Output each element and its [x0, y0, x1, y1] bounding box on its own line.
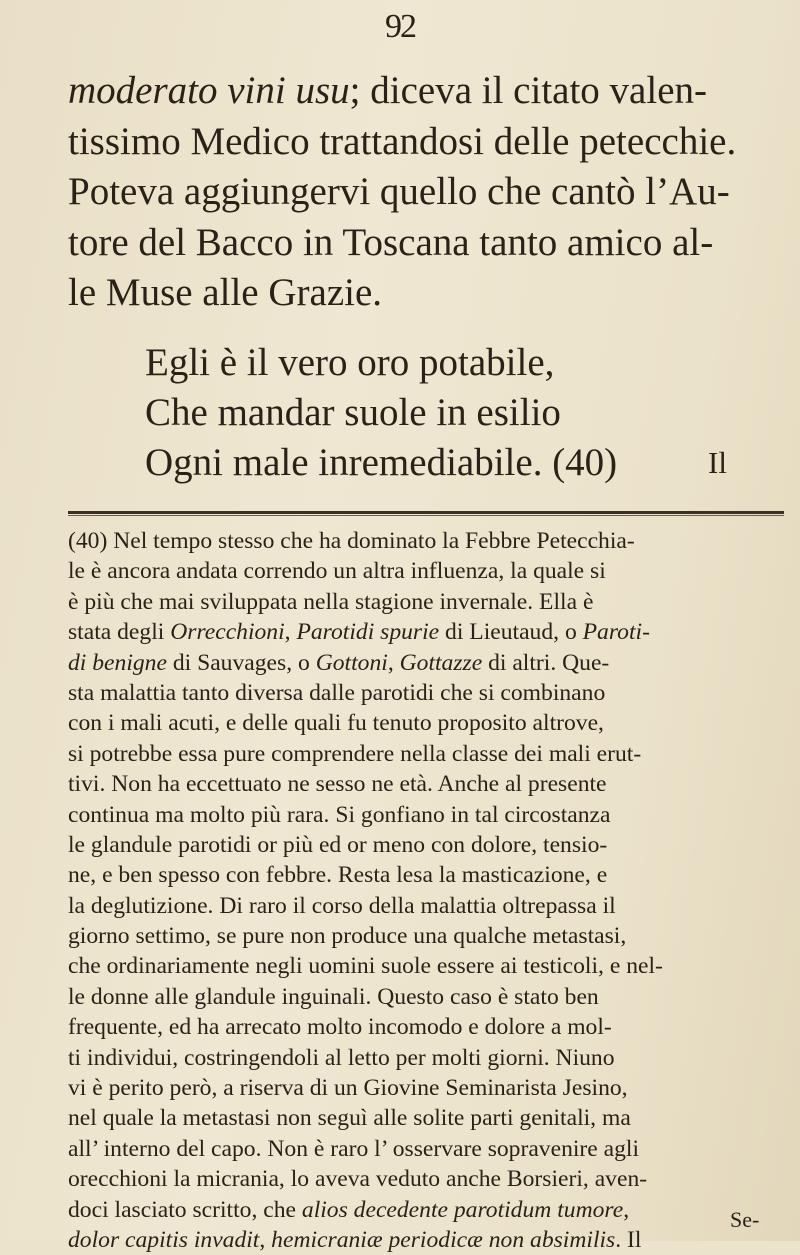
text-run: frequente, ed ha arrecato molto incomodo e dolore a mol- — [68, 1014, 612, 1041]
text-run: sta malattia tanto diversa dalle parotidi che si combinano — [68, 679, 606, 706]
text-run: (40) Nel tempo stesso che ha dominato la Febbre Petecchia- — [68, 528, 635, 554]
text-run: che ordinariamente negli uomini suole essere ai testicoli, e nel- — [68, 953, 663, 980]
footnote-line — [68, 1134, 784, 1164]
text-run: ; diceva il citato valen- — [349, 69, 707, 112]
text-run: di Sauvages, o — [166, 649, 316, 676]
italic-phrase: di benigne — [68, 649, 167, 676]
main-text-line — [68, 268, 778, 319]
main-text-line — [68, 117, 778, 168]
text-run: le è ancora andata correndo un altra influenza, la quale si — [68, 558, 606, 585]
text-run: la deglutizione. Di raro il corso della malattia oltrepassa il — [68, 892, 616, 919]
italic-phrase: alios decedente parotidum tumore — [301, 1196, 624, 1223]
main-text-line — [68, 218, 778, 269]
footnote-line — [68, 708, 784, 738]
footnote-line — [68, 1164, 784, 1194]
main-text-line — [68, 167, 778, 218]
footnote-line — [68, 1073, 784, 1103]
footnote-line — [68, 891, 784, 921]
footnote-line — [68, 739, 784, 769]
footnote-line — [68, 921, 784, 951]
text-run: tivi. Non ha eccettuato ne sesso ne età. Anche al presente — [68, 771, 607, 798]
italic-phrase: hemicraniæ periodicæ non absimilis — [271, 1226, 616, 1253]
footnote-catchword: Se- — [730, 1207, 760, 1232]
text-run: continua ma molto più rara. Si gonfiano in tal circostanza — [68, 801, 611, 828]
text-run: è più che mai sviluppata nella stagione invernale. Ella è — [68, 588, 594, 615]
text-run: con i mali acuti, e delle quali fu tenuto proposito altrove, — [68, 710, 604, 737]
verse-line: Ogni male inremediabile. (40) — [145, 441, 618, 484]
page-number: 92 — [385, 8, 415, 45]
footnote-rule-thin — [68, 515, 784, 516]
footnote-line — [68, 800, 784, 830]
footnote-rule — [68, 511, 784, 514]
footnote — [68, 526, 784, 1255]
text-run: doci lasciato scritto, che — [68, 1196, 302, 1223]
footnote-line — [68, 1103, 784, 1133]
footnote-line — [68, 617, 784, 647]
text-run: , — [284, 619, 297, 646]
italic-phrase: Parotidi spurie — [296, 619, 440, 646]
footnote-line — [68, 1043, 784, 1073]
text-run: di altri. Que- — [482, 649, 610, 676]
footnote-line — [68, 830, 784, 860]
footnote-line — [68, 556, 784, 586]
italic-phrase: Gottazze — [399, 649, 483, 676]
main-text — [68, 66, 778, 319]
italic-phrase: Paroti- — [582, 619, 650, 646]
text-run: le Muse alle Grazie. — [68, 271, 383, 314]
text-run: le donne alle glandule inguinali. Questo caso è stato ben — [68, 983, 599, 1010]
text-run: nel quale la metastasi non seguì alle solite parti genitali, ma — [68, 1105, 631, 1132]
italic-phrase: Orrecchioni — [170, 619, 285, 646]
text-run: ti individui, costringendoli al letto per molti giorni. Niuno — [68, 1044, 615, 1071]
text-run: di Lieutaud, o — [439, 619, 583, 646]
text-run: stata degli — [68, 619, 171, 646]
text-run: tore del Bacco in Toscana tanto amico al- — [68, 220, 714, 264]
verse-block — [145, 338, 617, 488]
footnote-line — [68, 587, 784, 617]
footnote-line — [68, 678, 784, 708]
text-run: si potrebbe essa pure comprendere nella classe dei mali erut- — [68, 740, 642, 767]
verse-line: Che mandar suole in esilio — [145, 391, 561, 434]
footnote-line — [68, 648, 784, 678]
text-run: giorno settimo, se pure non produce una qualche metastasi, — [68, 923, 627, 950]
footnote-line — [68, 1195, 784, 1225]
text-run: vi è perito però, a riserva di un Giovine Seminarista Jesino, — [68, 1075, 628, 1102]
verse-line: Egli è il vero oro potabile, — [145, 341, 555, 384]
text-run: , — [623, 1196, 630, 1223]
footnote-line — [68, 1225, 784, 1255]
text-run: , — [259, 1226, 272, 1253]
text-run: . Il — [615, 1226, 642, 1253]
main-text-line — [68, 66, 778, 117]
text-run: orecchioni la micrania, lo aveva veduto anche Borsieri, aven- — [68, 1166, 648, 1193]
footnote-line — [68, 1012, 784, 1042]
text-run: , — [387, 649, 400, 676]
italic-phrase: Gottoni — [315, 649, 388, 676]
italic-phrase: moderato vini usu — [68, 69, 350, 112]
text-run: Poteva aggiungervi quello che cantò l’Au- — [68, 170, 730, 213]
text-run: all’ interno del capo. Non è raro l’ osservare sopravenire agli — [68, 1135, 640, 1162]
text-run: tissimo Medico trattandosi delle petecchie. — [68, 119, 737, 163]
footnote-line — [68, 860, 784, 890]
footnote-line — [68, 982, 784, 1012]
italic-phrase: dolor capitis invadit — [68, 1226, 260, 1253]
footnote-line — [68, 769, 784, 799]
text-run: le glandule parotidi or più ed or meno con dolore, tensio- — [68, 831, 608, 858]
footnote-line — [68, 951, 784, 981]
footnote-line — [68, 526, 784, 556]
text-run: ne, e ben spesso con febbre. Resta lesa la masticazione, e — [68, 862, 608, 889]
catchword: Il — [708, 445, 727, 480]
